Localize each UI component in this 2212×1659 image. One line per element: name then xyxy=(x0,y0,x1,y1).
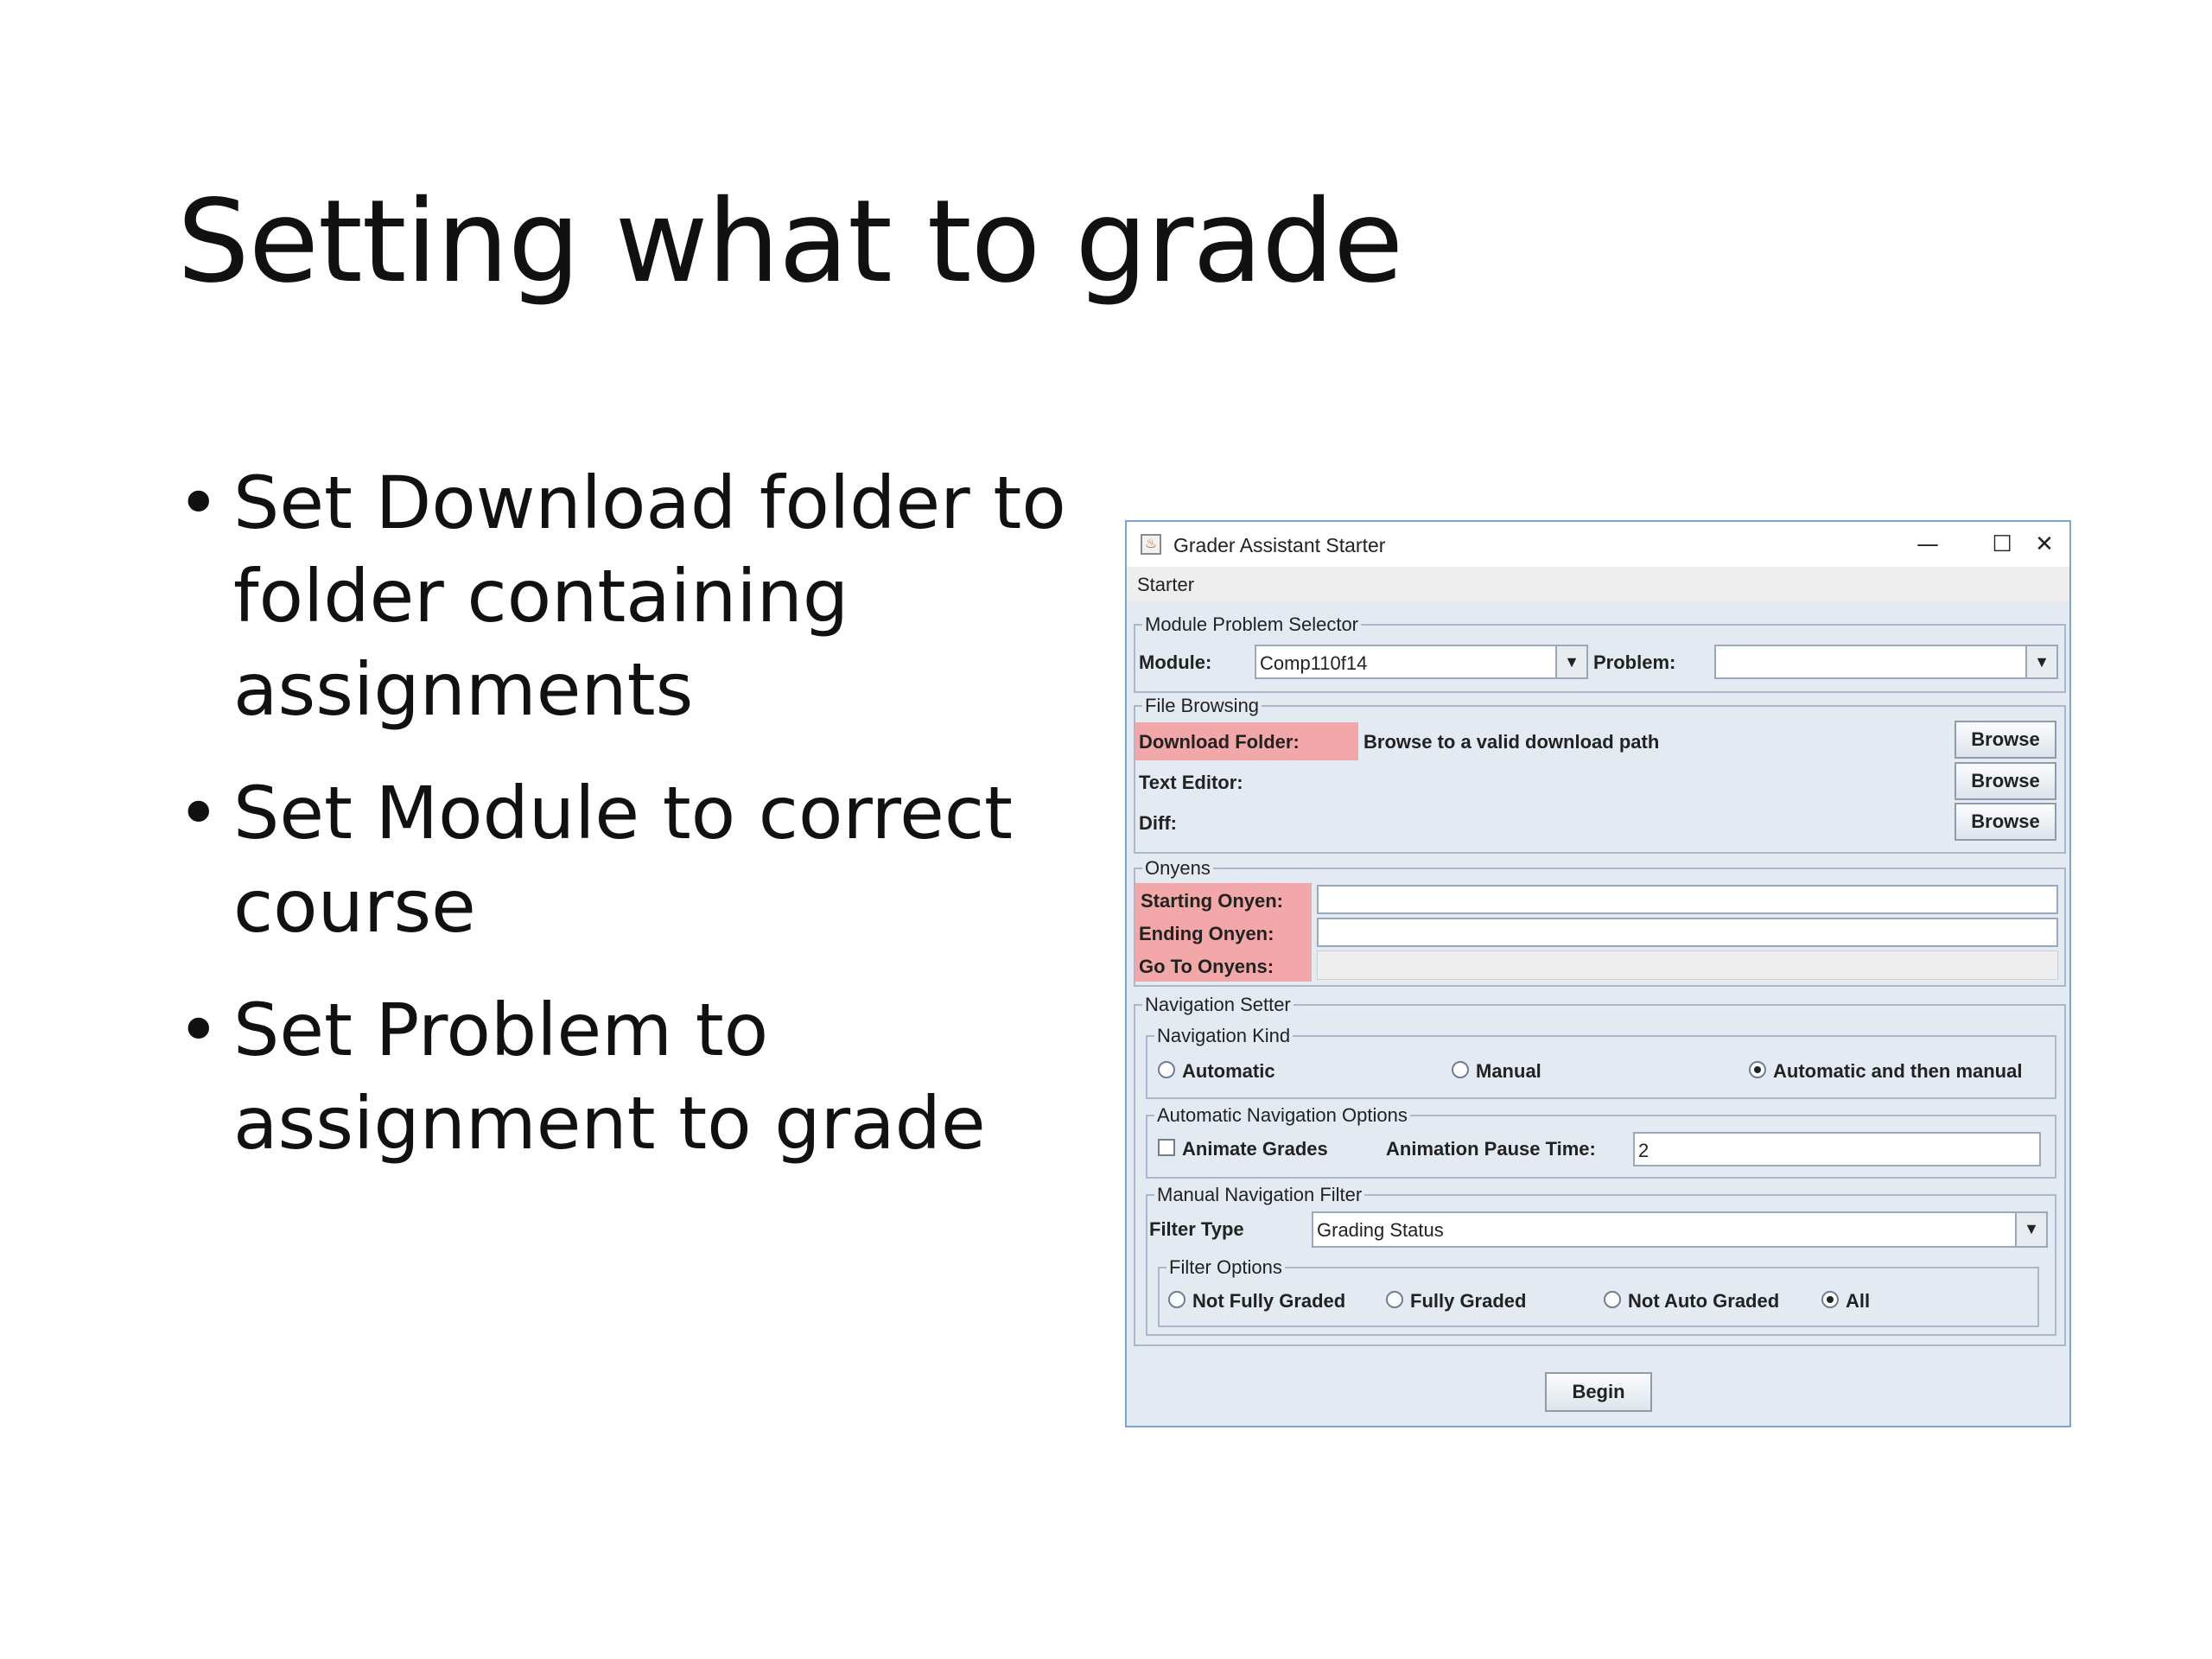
module-select[interactable] xyxy=(1255,645,1588,679)
bullet-line: assignment to grade xyxy=(233,1081,986,1166)
bullet-line: folder containing xyxy=(233,554,849,639)
panel-legend: Onyens xyxy=(1142,858,1213,879)
bullet-dot: • xyxy=(177,988,220,1072)
radio-manual-label: Manual xyxy=(1476,1060,1541,1082)
radio-automatic-then-manual[interactable] xyxy=(1749,1061,1766,1078)
pause-time-label: Animation Pause Time: xyxy=(1386,1138,1596,1160)
bullet-line: Set Download folder to xyxy=(233,461,1066,545)
radio-manual[interactable] xyxy=(1452,1061,1469,1078)
chevron-down-icon[interactable]: ▼ xyxy=(2015,1213,2046,1246)
bullet-item xyxy=(177,983,1093,1170)
panel-legend: Manual Navigation Filter xyxy=(1154,1185,1364,1205)
bullet-dot: • xyxy=(177,771,220,855)
bullet-line: Set Problem to xyxy=(233,988,769,1072)
module-label: Module: xyxy=(1139,652,1212,673)
radio-all[interactable] xyxy=(1821,1291,1839,1308)
minimize-button[interactable]: — xyxy=(1916,531,1939,557)
problem-select[interactable] xyxy=(1714,645,2058,679)
download-folder-label: Download Folder: xyxy=(1139,731,1300,753)
panel-legend: Navigation Kind xyxy=(1154,1026,1293,1046)
bullet-item xyxy=(177,456,1093,736)
panel-legend: Filter Options xyxy=(1166,1257,1285,1278)
radio-fully-graded[interactable] xyxy=(1386,1291,1403,1308)
pause-time-input[interactable] xyxy=(1633,1132,2041,1166)
maximize-button[interactable]: ☐ xyxy=(1992,531,2012,557)
ending-onyen-input[interactable] xyxy=(1317,918,2058,947)
bullet-dot: • xyxy=(177,461,220,545)
diff-label: Diff: xyxy=(1139,812,1177,834)
radio-fully-graded-label: Fully Graded xyxy=(1410,1290,1527,1312)
panel-legend: Navigation Setter xyxy=(1142,995,1294,1015)
module-value: Comp110f14 xyxy=(1260,652,1368,674)
browse-diff-button[interactable]: Browse xyxy=(1955,803,2056,841)
filter-type-select[interactable] xyxy=(1312,1211,2048,1248)
grader-assistant-window xyxy=(1125,520,2071,1427)
module-problem-panel xyxy=(1134,613,2066,693)
begin-button[interactable]: Begin xyxy=(1545,1372,1652,1412)
chevron-down-icon[interactable]: ▼ xyxy=(1555,646,1586,677)
navigation-setter-panel xyxy=(1134,994,2066,1346)
pause-time-value: 2 xyxy=(1638,1140,1649,1161)
radio-all-label: All xyxy=(1846,1290,1871,1312)
filter-type-value: Grading Status xyxy=(1317,1219,1444,1241)
ending-onyen-label: Ending Onyen: xyxy=(1139,923,1274,944)
starting-onyen-label: Starting Onyen: xyxy=(1141,890,1284,912)
filter-type-label: Filter Type xyxy=(1149,1218,1244,1240)
manual-navigation-panel xyxy=(1146,1184,2056,1336)
radio-not-auto-graded[interactable] xyxy=(1604,1291,1621,1308)
title-bar[interactable] xyxy=(1127,522,2069,567)
problem-label: Problem: xyxy=(1593,652,1676,673)
close-button[interactable]: ✕ xyxy=(2035,531,2054,557)
window-title: Grader Assistant Starter xyxy=(1173,534,1386,556)
menu-bar xyxy=(1127,567,2069,601)
menu-starter[interactable]: Starter xyxy=(1137,574,1195,595)
automatic-navigation-panel xyxy=(1146,1104,2056,1179)
browse-text-editor-button[interactable]: Browse xyxy=(1955,762,2056,800)
radio-automatic-label: Automatic xyxy=(1182,1060,1275,1082)
radio-not-fully-graded-label: Not Fully Graded xyxy=(1192,1290,1346,1312)
browse-download-button[interactable]: Browse xyxy=(1955,721,2056,759)
bullet-line: assignments xyxy=(233,647,694,732)
filter-options-panel xyxy=(1158,1256,2039,1327)
animate-grades-label: Animate Grades xyxy=(1182,1138,1328,1160)
onyens-panel xyxy=(1134,857,2066,987)
panel-legend: File Browsing xyxy=(1142,696,1262,716)
go-to-onyens-combo[interactable] xyxy=(1317,950,2058,980)
bullet-list xyxy=(177,456,1093,1200)
panel-legend: Module Problem Selector xyxy=(1142,614,1361,635)
bullet-item xyxy=(177,766,1093,953)
radio-not-auto-graded-label: Not Auto Graded xyxy=(1628,1290,1780,1312)
starting-onyen-input[interactable] xyxy=(1317,885,2058,914)
chevron-down-icon[interactable]: ▼ xyxy=(2025,646,2056,677)
radio-automatic-then-manual-label: Automatic and then manual xyxy=(1773,1060,2023,1082)
java-cup-icon: ♨ xyxy=(1141,534,1161,555)
radio-not-fully-graded[interactable] xyxy=(1168,1291,1185,1308)
download-folder-value: Browse to a valid download path xyxy=(1363,731,1660,753)
animate-grades-checkbox[interactable] xyxy=(1158,1139,1175,1156)
go-to-onyens-label: Go To Onyens: xyxy=(1139,956,1274,977)
navigation-kind-panel xyxy=(1146,1025,2056,1099)
text-editor-label: Text Editor: xyxy=(1139,772,1243,793)
file-browsing-panel xyxy=(1134,695,2066,854)
bullet-line: course xyxy=(233,864,476,949)
radio-automatic[interactable] xyxy=(1158,1061,1175,1078)
bullet-line: Set Module to correct xyxy=(233,771,1013,855)
slide-title: Setting what to grade xyxy=(177,175,1403,308)
panel-legend: Automatic Navigation Options xyxy=(1154,1105,1410,1126)
